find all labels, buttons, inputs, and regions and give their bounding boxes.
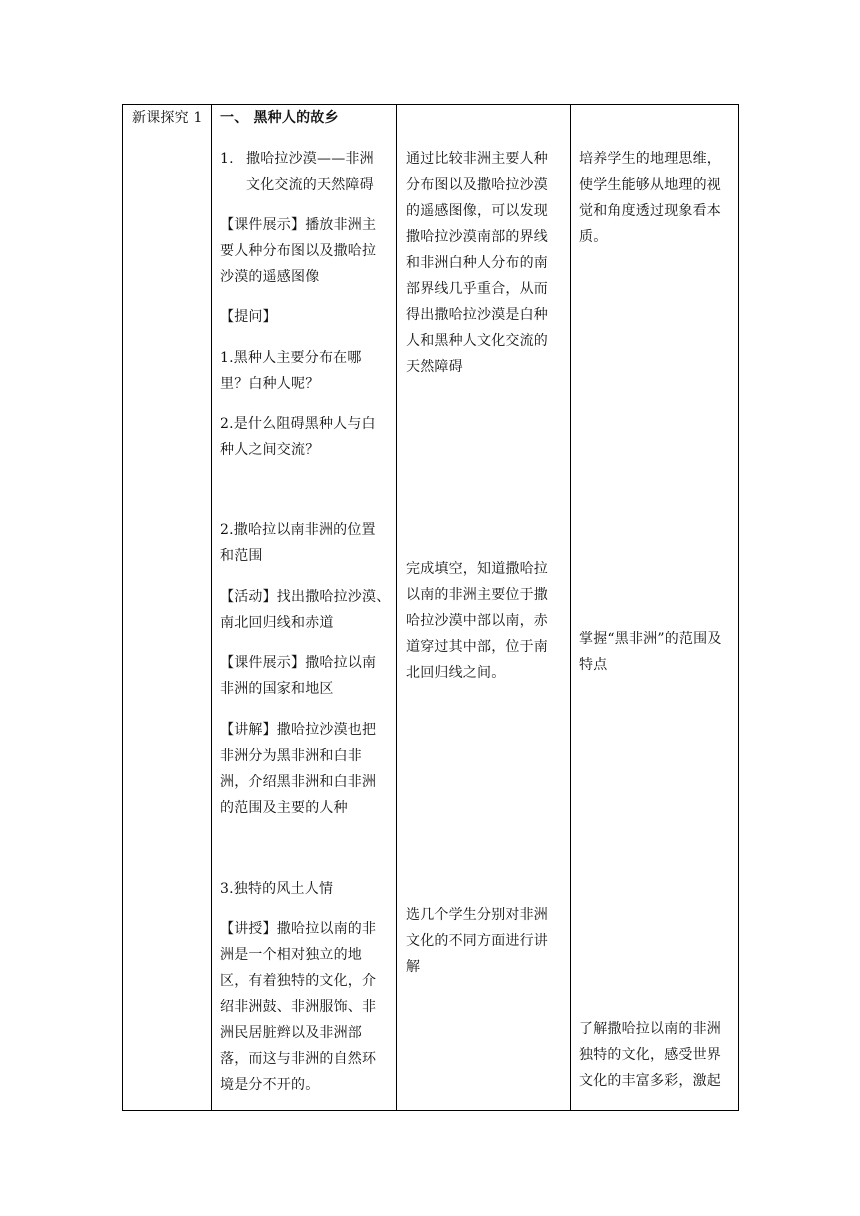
activity-line2: 南北回归线和赤道 xyxy=(220,615,334,631)
student-c-line3: 解 xyxy=(406,959,421,975)
lecture-line7: 境是分不开的。 xyxy=(220,1077,320,1093)
item1-title-line1: 撒哈拉沙漠——非洲 xyxy=(246,151,374,167)
student-a-line7: 得出撒哈拉沙漠是白种 xyxy=(406,307,548,323)
section-heading: 一、 黑种人的故乡 xyxy=(220,110,339,126)
lecture-line4: 绍非洲鼓、非洲服饰、非 xyxy=(220,999,377,1015)
student-a-line9: 天然障碍 xyxy=(406,359,463,375)
student-b-line3: 哈拉沙漠中部以南，赤 xyxy=(406,613,548,629)
ask-label: 【提问】 xyxy=(220,309,277,325)
student-activity-cell xyxy=(397,105,571,1111)
intent-b-line1: 掌握“黑非洲”的范围及 xyxy=(579,631,722,647)
explain-line1: 【讲解】撒哈拉沙漠也把 xyxy=(220,722,377,738)
lecture-line6: 落，而这与非洲的自然环 xyxy=(220,1051,377,1067)
intent-b-line2: 特点 xyxy=(579,657,608,673)
lecture-line5: 洲民居脏辫以及非洲部 xyxy=(220,1025,362,1041)
student-b-line2: 以南的非洲主要位于撒 xyxy=(406,587,548,603)
student-b-line1: 完成填空，知道撒哈拉 xyxy=(406,561,548,577)
student-c-line1: 选几个学生分别对非洲 xyxy=(406,907,548,923)
question1-line1: 1.黑种人主要分布在哪 xyxy=(220,350,362,366)
lesson-plan-table xyxy=(122,104,739,1111)
design-intent-cell xyxy=(571,105,739,1111)
student-a-line1: 通过比较非洲主要人种 xyxy=(406,151,548,167)
show1-line3: 沙漠的遥感图像 xyxy=(220,269,320,285)
question1-line2: 里？白种人呢？ xyxy=(220,376,320,392)
item1-number: 1. xyxy=(220,151,234,167)
student-b-line5: 北回归线之间。 xyxy=(406,665,506,681)
intent-a-line4: 质。 xyxy=(579,229,608,245)
stage-cell xyxy=(123,105,212,1111)
explain-line2: 非洲分为黑非洲和白非 xyxy=(220,748,362,764)
intent-a-line3: 觉和角度透过现象看本 xyxy=(579,203,721,219)
student-a-line6: 部界线几乎重合，从而 xyxy=(406,281,548,297)
table-row xyxy=(123,105,739,1111)
lecture-line3: 区，有着独特的文化，介 xyxy=(220,973,377,989)
intent-c-line2: 独特的文化，感受世界 xyxy=(579,1047,721,1063)
show1-line1: 【课件展示】播放非洲主 xyxy=(220,217,377,233)
question2-line1: 2.是什么阻碍黑种人与白 xyxy=(220,416,376,432)
student-c-line2: 文化的不同方面进行讲 xyxy=(406,933,548,949)
student-b-line4: 道穿过其中部，位于南 xyxy=(406,639,548,655)
intent-c-line1: 了解撒哈拉以南的非洲 xyxy=(579,1021,721,1037)
explain-line4: 的范围及主要的人种 xyxy=(220,800,348,816)
explain-line3: 洲，介绍黑非洲和白非洲 xyxy=(220,774,377,790)
intent-a-line1: 培养学生的地理思维， xyxy=(579,151,721,167)
show1-line2: 要人种分布图以及撒哈拉 xyxy=(220,243,377,259)
intent-a-line2: 使学生能够从地理的视 xyxy=(579,177,721,193)
show2-line2: 非洲的国家和地区 xyxy=(220,681,334,697)
teacher-activity-cell xyxy=(212,105,397,1111)
show2-line1: 【课件展示】撒哈拉以南 xyxy=(220,655,377,671)
student-a-line3: 的遥感图像，可以发现 xyxy=(406,203,548,219)
activity-line1: 【活动】找出撒哈拉沙漠、 xyxy=(220,589,391,605)
intent-c-line3: 文化的丰富多彩，激起 xyxy=(579,1073,721,1089)
stage-label: 新课探究 1 xyxy=(132,110,203,126)
student-a-line5: 和非洲白种人分布的南 xyxy=(406,255,548,271)
item3-title: 3.独特的风土人情 xyxy=(220,881,334,897)
item2-line2: 和范围 xyxy=(220,548,263,564)
item2-line1: 2.撒哈拉以南非洲的位置 xyxy=(220,522,376,538)
question2-line2: 种人之间交流？ xyxy=(220,442,320,458)
student-a-line8: 人和黑种人文化交流的 xyxy=(406,333,548,349)
item1-title-line2: 文化交流的天然障碍 xyxy=(246,177,374,193)
student-a-line4: 撒哈拉沙漠南部的界线 xyxy=(406,229,548,245)
student-a-line2: 分布图以及撒哈拉沙漠 xyxy=(406,177,548,193)
lecture-line1: 【讲授】撒哈拉以南的非 xyxy=(220,921,377,937)
lecture-line2: 洲是一个相对独立的地 xyxy=(220,947,362,963)
